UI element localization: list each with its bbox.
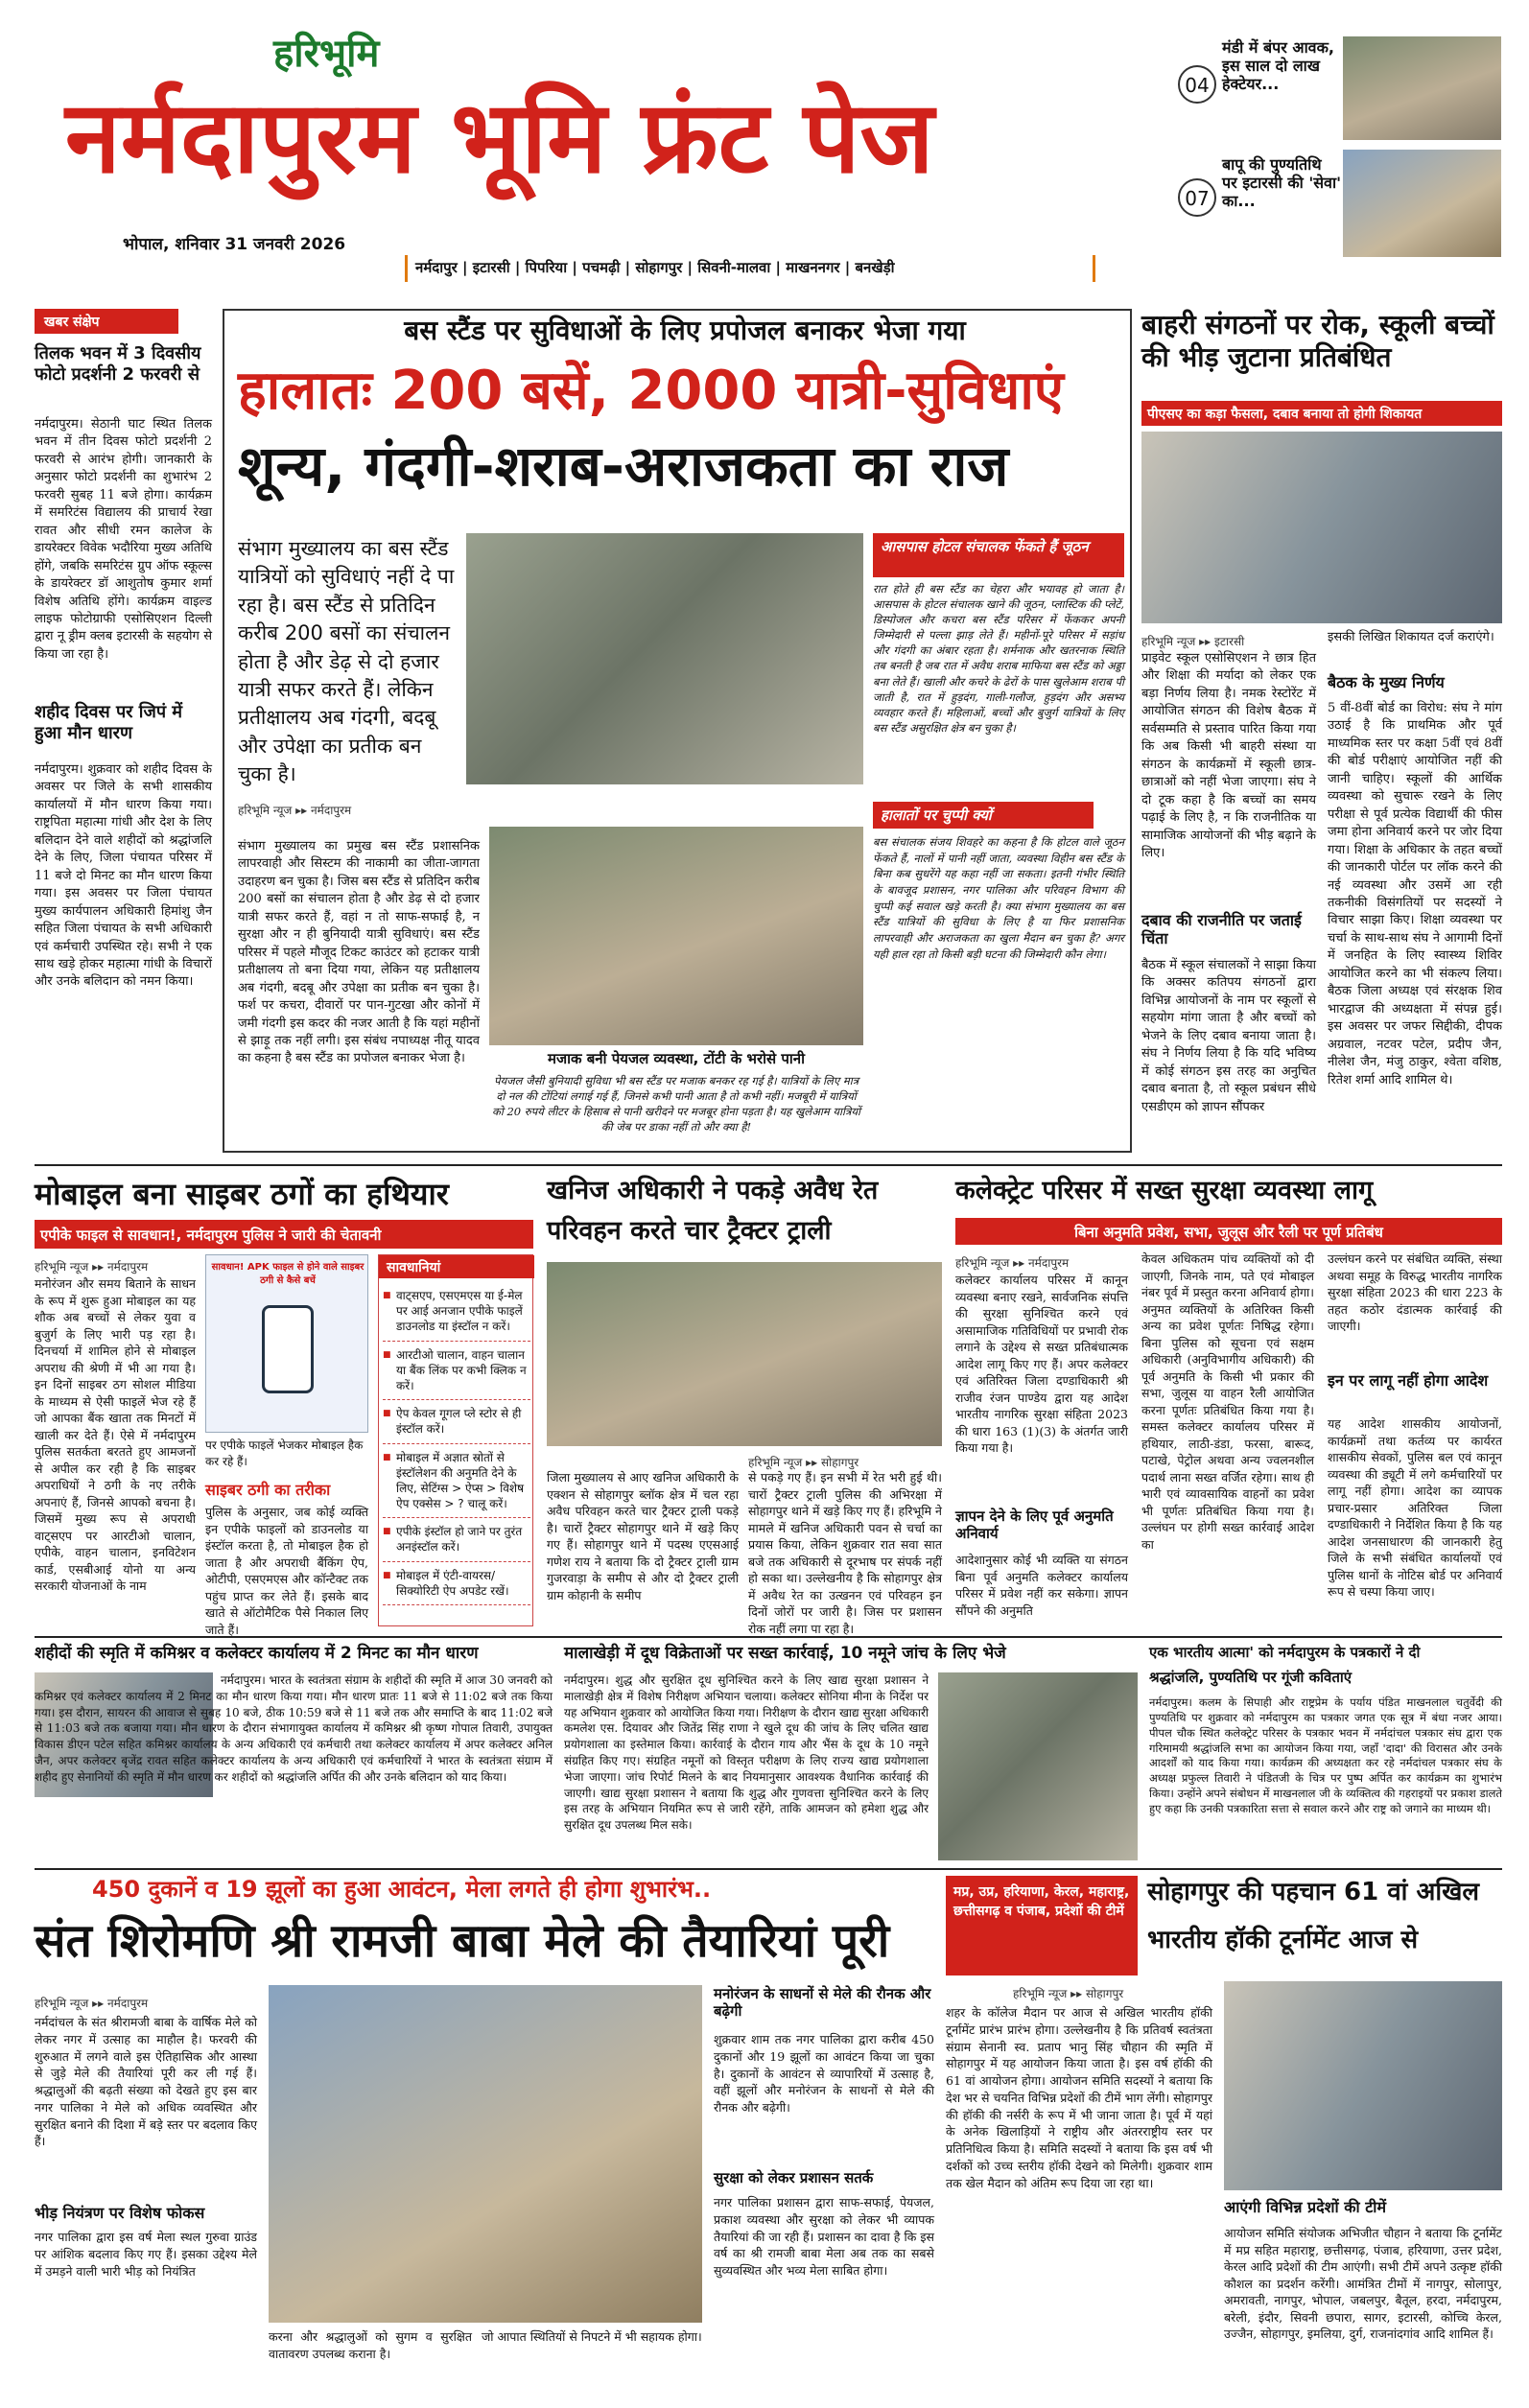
- teaser-text: बापू की पुण्यतिथि पर इटारसी की 'सेवा' का...: [1222, 155, 1341, 211]
- story-col2: आयोजन समिति संयोजक अभिजीत चौहान ने बताया कि टूर्नामेंट में मप्र सहित महाराष्ट्र, छत्तीसगढ़, पंजाब, हरियाणा, उत्तर प्रदेश, केरल आदि प्रदेशों की टीम आएंगी। सभी टीमें अपने उत्कृष्ट हॉकी कौशल का प्रदर्शन करेंगी। आमंत्रित टीमों में नागपुर, सोलापुर, अमरावती, नागपुर, भोपाल, जबलपुर, बैतूल, हरदा, नर्मदापुरम, बरेली, इंदौर, सिवनी छपारा, सागर, इटारसी, कोच्चि केरल, उज्जैन, सोहागपुर, इमलिया, दुर्ग, राजनांदगांव आदि शामिल हैं।: [1224, 2226, 1502, 2341]
- tip-item: ■ मोबाइल में अज्ञात स्रोतों से इंस्टॉलेशन की अनुमति देने के लिए, सेटिंग्स > ऐप्स > विशेष ऐप एक्सेस > ? चालू करें।: [383, 1444, 530, 1519]
- story-byline: हरिभूमि न्यूज ▸▸ नर्मदापुरम: [35, 1997, 149, 2010]
- story-col3: उल्लंघन करने पर संबंधित व्यक्ति, संस्था अथवा समूह के विरुद्ध भारतीय नागरिक सुरक्षा संहिता 2023 की धारा 223 के तहत कठोर दंडात्मक कार्रवाई की जाएगी।: [1328, 1251, 1502, 1333]
- story-byline: हरिभूमि न्यूज ▸▸ सोहागपुर: [748, 1456, 859, 1469]
- story-tag: मप्र, उप्र, हरियाणा, केरल, महाराष्ट्र, छत्तीसगढ़ व पंजाब, प्रदेशों की टीमें: [946, 1876, 1138, 1975]
- story-sub: बिना अनुमति प्रवेश, सभा, जुलूस और रैली पर पूर्ण प्रतिबंध: [955, 1218, 1502, 1245]
- story-subhead: इन पर लागू नहीं होगा आदेश: [1328, 1371, 1489, 1390]
- milk-photo: [938, 1672, 1138, 1860]
- story-col3b: यह आदेश शासकीय आयोजनों, कार्यक्रमों तथा कर्तव्य पर कार्यरत शासकीय सेवकों, पुलिस बल एवं कानून व्यवस्था की ड्यूटी में लगे कर्मचारियों पर लागू नहीं होगा। आदेश का व्यापक प्रचार-प्रसार अतिरिक्त जिला दण्डाधिकारी ने निर्देशित किया है कि यह आदेश जनसाधारण की जानकारी हेतु जिले के सभी संबंधित कार्यालयों एवं पुलिस थानों के नोटिस बोर्ड पर अनिवार्य रूप से चस्पा किया जाए।: [1328, 1416, 1502, 1599]
- right-top-story: [1141, 309, 1502, 1153]
- tips-title: सावधानियां: [379, 1255, 534, 1278]
- story-kicker: 450 दुकानें व 19 झूलों का हुआ आवंटन, मेला लगते ही होगा शुभारंभ..: [92, 1876, 712, 1903]
- story-headline: परिवहन करते चार ट्रैक्टर ट्राली: [547, 1216, 832, 1246]
- teaser-1-photo: [1343, 36, 1501, 140]
- meeting-photo: [1141, 432, 1502, 623]
- method-text: पुलिस के अनुसार, जब कोई व्यक्ति इन एपीके फाइलों को डाउनलोड या इंस्टॉल करता है, तो मोबाइल हैक हो जाता है और अपराधी बैंकिंग ऐप, ओटीपी, एसएमएस और कॉन्टैक्ट तक पहुंच प्राप्त कर लेते हैं। इसके बाद खाते से ऑटोमैटिक पैसे निकाल लिए जाते हैं।: [205, 1505, 368, 1637]
- water-tap-photo: [489, 827, 863, 1045]
- tractor-photo: [547, 1262, 942, 1446]
- photo-subcaption: पेयजल जैसी बुनियादी सुविधा भी बस स्टैंड पर मजाक बनकर रह गई है। यात्रियों के लिए मात्र दो नल की टोंटियां लगाई गई हैं, जिनसे कभी पानी आता है तो कभी नहीं। मजबूरी में यात्रियों को 20 रुपये लीटर के हिसाब से पानी खरीदने पर मजबूर होना पड़ता है। यह खुलेआम यात्रियों की जेब पर डाका नहीं तो और क्या है!: [491, 1074, 861, 1134]
- story-col1: जिला मुख्यालय से आए खनिज अधिकारी के एक्शन से सोहागपुर ब्लॉक क्षेत्र में चल रहा अवैध परिवहन करते चार ट्रैक्टर ट्राली पकड़े है। चारों ट्रैक्टर सोहागपुर थाने में खड़े किए गए हैं। सोहागपुर थाने में पदस्थ एएसआई गणेश राय ने बताया कि दो ट्रैक्टर ट्राली ग्राम गुजरवाड़ा के समीप से और दो ट्रैक्टर ट्राली ग्राम कोहानी के समीप: [547, 1470, 739, 1602]
- story-col2: से पकड़े गए हैं। इन सभी में रेत भरी हुई थी। चारों ट्रैक्टर ट्राली पुलिस की अभिरक्षा में सोहागपुर थाने में खड़े किए गए हैं। हरिभूमि ने मामले में खनिज अधिकारी पवन से चर्चा का प्रयास किया, लेकिन शुक्रवार रात सवा सात बजे तक अधिकारी से दूरभाष पर संपर्क नहीं हो सका था। उल्लेखनीय है कि सोहागपुर क्षेत्र में अवैध रेत का उत्खनन एवं परिवहन इन दिनों जोरों पर जारी है। जिस पर प्रशासन रोक नहीं लगा पा रहा है।: [748, 1470, 942, 1636]
- lead-body: संभाग मुख्यालय का प्रमुख बस स्टैंड प्रशासनिक लापरवाही और सिस्टम की नाकामी का जीता-जागता उदाहरण बन चुका है। जिस बस स्टैंड से प्रतिदिन करीब 200 बसों का संचालन होता है और डेढ़ से दो हजार यात्री सफर करते हैं, वहां न तो साफ-सफाई है, न सुरक्षा और न ही बुनियादी यात्री सुविधाएं। बस स्टैंड परिसर में पहले मौजूद टिकट काउंटर को हटाकर यात्री प्रतीक्षालय तो बना दिया गया, लेकिन यह प्रतीक्षालय अब गंदगी, बदबू और उपेक्षा का प्रतीक बन चुका है। फर्श पर कचरा, दीवारों पर पान-गुटखा और कोनों में जमी गंदगी इस कदर की नजर आती है कि यहां महीनों से झाड़ू तक नहीं लगी। इस संबंध नपाध्यक्ष नीतू यादव का कहना है बस स्टैंड का प्रपोजल बनाकर भेजा है।: [238, 839, 480, 1066]
- teaser-2-photo: [1343, 150, 1501, 257]
- story-col2: केवल अधिकतम पांच व्यक्तियों को दी जाएगी, जिनके नाम, पते एवं मोबाइल नंबर पूर्व में प्रस्तुत करना अनिवार्य होगा। अनुमत व्यक्तियों के अतिरिक्त किसी अन्य का प्रवेश पूर्णतः निषिद्ध रहेगा। बिना पुलिस को सूचना एवं सक्षम अधिकारी (अनुविभागीय अधिकारी) की पूर्व अनुमति के किसी भी प्रकार की सभा, जुलूस या वाहन रैली आयोजित करना पूर्णतः प्रतिबंधित किया गया है। समस्त कलेक्टर कार्यालय परिसर में हथियार, लाठी-डंडा, फरसा, बारूद, पटाखे, पेट्रोल अथवा अन्य ज्वलनशील पदार्थ लाना सख्त वर्जित रहेगा। साथ ही भारी एवं व्यावसायिक वाहनों का प्रवेश भी पूर्णतः प्रतिबंधित किया गया है। उल्लंघन पर होगी सख्त कार्रवाई आदेश का: [1141, 1251, 1314, 1552]
- story-body: नर्मदापुरम। शुद्ध और सुरक्षित दूध सुनिश्चित करने के लिए खाद्य सुरक्षा प्रशासन ने मालाखेड़ी क्षेत्र में विशेष निरीक्षण अभियान चलाया। कलेक्टर सोनिया मीना के निर्देश पर यह अभियान शुक्रवार को आयोजित किया गया। निरीक्षण के दौरान खाद्य सुरक्षा अधिकारी कमलेश एस. दियावर और जितेंद्र सिंह राणा ने खुले दूध की जांच के लिए चलित खाद्य प्रयोगशाला का इस्तेमाल किया। कार्रवाई के दौरान गाय और भैंस के दूध के 10 नमूने संग्रहित किए गए। संग्रहित नमूनों को विस्तृत परीक्षण के लिए राज्य खाद्य प्रयोगशाला भेजा जाएगा। जांच रिपोर्ट मिलने के बाद नियमानुसार आवश्यक वैधानिक कार्रवाई की जाएगी। खाद्य सुरक्षा प्रशासन ने बताया कि शुद्ध और गुणवत्ता सुनिश्चित करने के लिए इस तरह के अभियान नियमित रूप से जारी रहेंगे, ताकि आमजन को हमेशा शुद्ध और सुरक्षित दूध उपलब्ध मिल सके।: [564, 1673, 929, 1833]
- photo-caption: आएंगी विभिन्न प्रदेशों की टीमें: [1224, 2198, 1387, 2216]
- apk-caption: पर एपीके फाइलें भेजकर मोबाइल हैक कर रहे हैं।: [205, 1438, 364, 1468]
- security-story: [955, 1176, 1502, 1626]
- story-byline: हरिभूमि न्यूज ▸▸ नर्मदापुरम: [35, 1260, 149, 1274]
- story-subhead: बैठक के मुख्य निर्णय: [1328, 673, 1445, 691]
- story-headline: एक भारतीय आत्मा' को नर्मदापुरम के पत्रकारों ने दी: [1149, 1644, 1421, 1661]
- brief-1-title: तिलक भवन में 3 दिवसीय फोटो प्रदर्शनी 2 फरवरी से: [35, 343, 201, 385]
- silence-story: [35, 1644, 553, 1860]
- story-body: नर्मदापुरम। कलम के सिपाही और राष्ट्रप्रेम के पर्याय पंडित माखनलाल चतुर्वेदी की पुण्यतिथि पर शुक्रवार को नर्मदापुरम का पत्रकार जगत एक सूत्र में बंधा नजर आया। पीपल चौक स्थित कलेक्ट्रेट परिसर के पत्रकार भवन में नर्मदांचल पत्रकार संघ द्वारा एक गरिमामयी श्रद्धांजलि सभा का आयोजन किया गया, जहाँ 'दादा' की विरासत और उनके आदर्शों को याद किया गया। कार्यक्रम की अध्यक्षता कर रहे नर्मदांचल पत्रकार संघ के अध्यक्ष प्रफुल्ल तिवारी ने पंडितजी के चित्र पर पुष्प अर्पित कर कार्यक्रम का शुभारंभ किया। उन्होंने अपने संबोधन में माखनलाल जी के व्यक्तित्व की गहराइयों पर प्रकाश डालते हुए कहा कि उनकी पत्रकारिता सत्ता से सवाल करने और राष्ट्र को जगाने का माध्यम थी।: [1149, 1695, 1502, 1816]
- tip-item: ■ एपीके इंस्टॉल हो जाने पर तुरंत अनइंस्टॉल करें।: [383, 1518, 530, 1561]
- story-byline: हरिभूमि न्यूज ▸▸ सोहागपुर: [1013, 1987, 1124, 2000]
- apk-warning-graphic: [205, 1254, 368, 1433]
- teaser-1[interactable]: [1178, 33, 1341, 132]
- story-col2: शुक्रवार शाम तक नगर पालिका द्वारा करीब 450 दुकानों और 19 झूलों का आवंटन किया जा चुका है। दुकानों के आवंटन से व्यापारियों में उत्साह है, वहीं झूलों और मनोरंजन के साधनों से मेले की रौनक और बढ़ेगी।: [714, 2032, 934, 2115]
- tip-item: ■ मोबाइल में एंटी-वायरस/सिक्योरिटी ऐप अपडेट रखें।: [383, 1562, 530, 1605]
- story-headline: श्रद्धांजलि, पुण्यतिथि पर गूंजी कविताएं: [1149, 1669, 1353, 1686]
- story-sub: पीएसए का कड़ा फैसला, दबाव बनाया तो होगी शिकायत: [1141, 401, 1502, 426]
- story-headline: संत शिरोमणि श्री रामजी बाबा मेले की तैयारियां पूरी: [35, 1914, 890, 1968]
- box-title: हालातों पर चुप्पी क्यों: [873, 802, 1094, 829]
- divider: [35, 1636, 1502, 1638]
- city-nav[interactable]: नर्मदापुर | इटारसी | पिपरिया | पचमढ़ी | सोहागपुर | सिवनी-मालवा | माखननगर | बनखेड़ी: [405, 255, 1095, 282]
- story-headline: बाहरी संगठनों पर रोक, स्कूली बच्चों की भीड़ जुटाना प्रतिबंधित: [1141, 309, 1494, 373]
- story-col1: प्राइवेट स्कूल एसोसिएशन ने छात्र हित और शिक्षा की मर्यादा को लेकर एक बड़ा निर्णय लिया है। नमक रेस्टोरेंट में आयोजित संगठन की विशेष बैठक में सर्वसम्मति से प्रस्ताव पारित किया गया कि अब किसी भी बाहरी संस्था या संगठन के कार्यक्रमों में स्कूली छात्र-छात्राओं को नहीं भेजा जाएगा। संघ ने दो टूक कहा है कि बच्चों का समय पढ़ाई के लिए है, न कि राजनीतिक या सामाजिक आयोजनों की भीड़ बढ़ाने के लिए।: [1141, 651, 1316, 860]
- page-title: नर्मदापुरम भूमि फ्रंट पेज: [65, 79, 934, 196]
- story-col1: कलेक्टर कार्यालय परिसर में कानून व्यवस्था बनाए रखने, सार्वजनिक संपत्ति की सुरक्षा सुनिश्चित करने एवं असामाजिक गतिविधियों पर प्रभावी रोक लगाने के उद्देश्य से सख्त प्रतिबंधात्मक आदेश लागू किए गए हैं। अपर कलेक्टर एवं अतिरिक्त जिला दण्डाधिकारी श्री राजीव रंजन पाण्डेय द्वारा यह आदेश भारतीय नागरिक सुरक्षा संहिता 2023 की धारा 163 (1)(3) के अंतर्गत जारी किया गया है।: [955, 1273, 1128, 1455]
- brief-2-title: शहीद दिवस पर जिपं में हुआ मौन धारण: [35, 702, 212, 756]
- story-subhead: दबाव की राजनीति पर जताई चिंता: [1141, 911, 1302, 948]
- lead-byline: हरिभूमि न्यूज ▸▸ नर्मदापुरम: [238, 804, 352, 817]
- story-headline: कलेक्ट्रेट परिसर में सख्त सुरक्षा व्यवस्था लागू: [955, 1176, 1374, 1205]
- teaser-2[interactable]: [1178, 150, 1341, 255]
- story-body: मनोरंजन और समय बिताने के साधन के रूप में शुरू हुआ मोबाइल का यह शौक अब बच्चों से लेकर युवा व बुजुर्ग के लिए भारी पड़ रहा है। दिनचर्या में शामिल होने से मोबाइल अपराध की श्रेणी में भी आ गया है। इन दिनों साइबर ठग सोशल मीडिया के माध्यम से ऐसी फाइलें भेज रहे हैं जो आपका बैंक खाता तक मिनटों में खाली कर देते हैं। ऐसे में नर्मदापुरम पुलिस सतर्कता बरतते हुए आमजनों से अपील कर रही है कि साइबर अपराधियों ने ठगी के नए तरीके अपनाएं हैं, जिनसे आपको बचना है। जिसमें मुख्य रूप से अपराधी वाट्सएप पर आरटीओ चालान, एपीके, वाहन चालान, इनविटेशन कार्ड, एसबीआई योनो या अन्य सरकारी योजनाओं के नाम: [35, 1276, 196, 1593]
- lead-headline-1: हालातः 200 बसें, 2000 यात्री-सुविधाएं: [238, 360, 1064, 422]
- lead-story: [223, 309, 1132, 1153]
- story-col1b: नगर पालिका द्वारा इस वर्ष मेला स्थल गुरुवा ग्राउंड पर आंशिक बदलाव किए गए हैं। इसका उद्देश्य मेले में उमड़ने वाली भारी भीड़ को नियंत्रित: [35, 2230, 257, 2279]
- lead-intro: संभाग मुख्यालय का बस स्टैंड यात्रियों को सुविधाएं नहीं दे पा रहा है। बस स्टैंड से प्रतिदिन करीब 200 बसों का संचालन होता है और डेढ़ से दो हजार यात्री सफर करते हैं। लेकिन प्रतीक्षालय अब गंदगी, बदबू और उपेक्षा का प्रतीक बन चुका है।: [238, 537, 455, 786]
- story-headline: भारतीय हॉकी टूर्नामेंट आज से: [1147, 1926, 1419, 1954]
- brief-2-body: नर्मदापुरम। शुक्रवार को शहीद दिवस के अवसर पर जिले के सभी शासकीय कार्यालयों में मौन धारण किया गया। राष्ट्रपिता महात्मा गांधी और देश के लिए बलिदान देने वाले शहीदों को श्रद्धांजलि देने के लिए, जिला पंचायत परिसर में 11 बजे दो मिनट का मौन धारण किया गया। इस अवसर पर जिला पंचायत मुख्य कार्यपालन अधिकारी हिमांशु जैन सहित जिला पंचायत के सभी अधिकारी एवं कर्मचारी उपस्थित रहे। सभी ने एक साथ खड़े होकर महात्मा गांधी के विचारों और उनके बलिदान को नमन किया।: [35, 762, 212, 990]
- divider: [35, 1164, 1502, 1166]
- story-subhead: ज्ञापन देने के लिए पूर्व अनुमति अनिवार्य: [955, 1508, 1114, 1542]
- divider: [35, 1868, 1502, 1870]
- story-byline: हरिभूमि न्यूज ▸▸ इटारसी: [1141, 635, 1245, 648]
- sidebar-box-hotel: [873, 533, 1124, 794]
- story-headline: मोबाइल बना साइबर ठगों का हथियार: [35, 1176, 449, 1212]
- tip-item: ■ ऐप केवल गूगल प्ले स्टोर से ही इंस्टॉल करें।: [383, 1400, 530, 1443]
- issue-date: भोपाल, शनिवार 31 जनवरी 2026: [123, 235, 346, 254]
- photo-caption: करना और श्रद्धालुओं को सुगम व सुरक्षित वातावरण उपलब्ध कराना है।: [269, 2329, 472, 2361]
- tips-box: [378, 1254, 533, 1626]
- phone-icon: [262, 1305, 314, 1393]
- cyber-story: [35, 1176, 533, 1637]
- story-col2: इसकी लिखित शिकायत दर्ज कराएंगे।: [1328, 630, 1494, 644]
- hockey-story: [946, 1876, 1502, 2390]
- box-title: आसपास होटल संचालक फेंकते हैं जूठन: [873, 533, 1124, 577]
- lead-headline-2: शून्य, गंदगी-शराब-अराजकता का राज: [238, 433, 1009, 499]
- mining-story: [547, 1176, 942, 1636]
- photo-caption: मजाक बनी पेयजल व्यवस्था, टोंटी के भरोसे पानी: [548, 1050, 805, 1067]
- story-sub: एपीके फाइल से सावधान!, नर्मदापुरम पुलिस ने जारी की चेतावनी: [35, 1220, 533, 1249]
- story-headline: सोहागपुर की पहचान 61 वां अखिल: [1147, 1878, 1479, 1906]
- journalist-story: [1149, 1644, 1502, 1860]
- bus-stand-photo: [466, 533, 863, 784]
- box-body: रात होते ही बस स्टैंड का चेहरा और भयावह हो जाता है। आसपास के होटल संचालक खाने की जूठन, प्लास्टिक की प्लेटें, डिस्पोजल और कचरा बस स्टैंड परिसर में फेंककर अपनी जिम्मेदारी से पल्ला झाड़ लेते हैं। महीनों-पूरे परिसर में सड़ांध और गंदगी का अंबार रहता है। शर्मनाक और खतरनाक स्थिति तब बनती है जब रात में अवैध शराब माफिया बस स्टैंड को अड्डा बना लेते हैं। खाली और कचरे के ढेरों के पास खुलेआम शराब पी जाती है, रात में हुड़दंग, गाली-गलौज, हुड़दंग और असभ्य व्यवहार करते हैं। महिलाओं, बच्चों और बुजुर्ग यात्रियों के लिए बस स्टैंड असुरक्षित क्षेत्र बन चुका है।: [873, 582, 1124, 735]
- news-brief-column: [35, 309, 212, 1153]
- tip-item: ■ वाट्सएप, एसएमएस या ई-मेल पर आई अनजान एपीके फाइलें डाउनलोड या इंस्टॉल न करें।: [383, 1282, 530, 1342]
- story-headline: मालाखेड़ी में दूध विक्रेताओं पर सख्त कार्रवाई, 10 नमूने जांच के लिए भेजे: [564, 1644, 1006, 1663]
- lead-kicker: बस स्टैंड पर सुविधाओं के लिए प्रपोजल बनाकर भेजा गया: [404, 315, 966, 346]
- story-col1b: आदेशानुसार कोई भी व्यक्ति या संगठन बिना पूर्व अनुमति कलेक्टर कार्यालय परिसर में प्रवेश नहीं कर सकेगा। ज्ञापन सौंपने की अनुमति: [955, 1553, 1128, 1618]
- story-col2b: नगर पालिका प्रशासन द्वारा साफ-सफाई, पेयजल, प्रकाश व्यवस्था और सुरक्षा को लेकर भी व्यापक तैयारियां की जा रही हैं। प्रशासन का दावा है कि इस वर्ष का श्री रामजी बाबा मेला अब तक का सबसे सुव्यवस्थित और भव्य मेला साबित होगा।: [714, 2195, 934, 2278]
- fair-story: [35, 1876, 934, 2390]
- story-headline: खनिज अधिकारी ने पकड़े अवैध रेत: [547, 1176, 879, 1205]
- story-col1b: बैठक में स्कूल संचालकों ने साझा किया कि अक्सर कतिपय संगठनों द्वारा विभिन्न आयोजनों के नाम पर स्कूलों से सहयोग मांगा जाता है और बच्चों को भेजने के लिए दबाव बनाया जाता है। संघ ने निर्णय लिया है कि यदि भविष्य में कोई संगठन इस तरह का अनुचित दबाव बनाता है, तो स्कूल प्रबंधन सीधे एसडीएम को ज्ञापन सौंपकर: [1141, 958, 1316, 1114]
- photo-caption-2: जो आपात स्थितियों से निपटने में भी सहायक होगा।: [482, 2329, 702, 2344]
- story-col1: नर्मदांचल के संत श्रीरामजी बाबा के वार्षिक मेले को लेकर नगर में उत्साह का माहौल है। फरवरी की शुरुआत में लगने वाले इस ऐतिहासिक और आस्था से जुड़े मेले की तैयारियां पूरी कर ली गई हैं। श्रद्धालुओं की बढ़ती संख्या को देखते हुए इस बार नगर पालिका ने मेले को अधिक व्यवस्थित और सुरक्षित बनाने की दिशा में बड़े स्तर पर बदलाव किए हैं।: [35, 2015, 257, 2149]
- hockey-ground-photo: [1224, 1981, 1502, 2190]
- sidebar-box-silence: [873, 802, 1124, 1137]
- tip-item: ■ आरटीओ चालान, वाहन चालान या बैंक लिंक पर कभी क्लिक न करें।: [383, 1342, 530, 1401]
- story-subhead: भीड़ नियंत्रण पर विशेष फोकस: [35, 2204, 205, 2222]
- teaser-page-badge: 07: [1178, 178, 1216, 217]
- apk-warning-label: सावधान! APK फाइल से होने वाले साइबर ठगी से कैसे बचें: [211, 1262, 365, 1286]
- fair-ride-photo: [269, 1985, 702, 2323]
- teaser-text: मंडी में बंपर आवक, इस साल दो लाख हेक्टेयर...: [1222, 38, 1334, 94]
- story-headline: शहीदों की स्मृति में कमिश्नर व कलेक्टर कार्यालय में 2 मिनट का मौन धारण: [35, 1644, 479, 1663]
- story-subhead: सुरक्षा को लेकर प्रशासन सतर्क: [714, 2169, 874, 2186]
- brief-label: खबर संक्षेप: [35, 309, 178, 334]
- story-byline: हरिभूमि न्यूज ▸▸ नर्मदापुरम: [955, 1256, 1070, 1270]
- tips-list: [383, 1282, 530, 1624]
- story-col2b: 5 वीं-8वीं बोर्ड का विरोध: संघ ने मांग उठाई है कि प्राथमिक और पूर्व माध्यमिक स्तर पर कक्षा 5वीं एवं 8वीं की बोर्ड परीक्षाएं आयोजित नहीं की जानी चाहिए। स्कूलों की आर्थिक व्यवस्था को सुचारू रखने के लिए परीक्षा से पूर्व प्रत्येक विद्यार्थी की फीस जमा होना अनिवार्य करने पर जोर दिया गया। शिक्षा के अधिकार के तहत बच्चों की जानकारी पोर्टल पर लॉक करने की नई व्यवस्था और उसमें आ रही तकनीकी विसंगतियों पर सदस्यों ने विचार साझा किए। शिक्षा व्यवस्था पर चर्चा के साथ-साथ संघ ने आगामी दिनों में जनहित के लिए स्वास्थ्य शिविर आयोजित करने का भी संकल्प लिया। बैठक जिला अध्यक्ष एवं संरक्षक शिव भारद्वाज की अध्यक्षता में संपन्न हुई। इस अवसर पर जफर सिद्दीकी, दीपक अग्रवाल, नटवर पटेल, प्रदीप जैन, नीलेश जैन, मंजु ठाकुर, श्वेता वशिष्ठ, रितेश शर्मा आदि शामिल थे।: [1328, 701, 1502, 1087]
- masthead-logo[interactable]: हरिभूमि: [273, 32, 380, 76]
- box-body: बस संचालक संजय शिवहरे का कहना है कि होटल वाले जूठन फेंकते हैं, नालों में पानी नहीं जाता, व्यवस्था विहीन बस स्टैंड के बिना कब सुधरेंगे यह कहा नहीं जा सकता। इतनी गंभीर स्थिति के बावजूद प्रशासन, नगर पालिका और परिवहन विभाग की चुप्पी कई सवाल खड़े करती है। क्या संभाग मुख्यालय का बस स्टैंड यात्रियों की सुविधा के लिए है या फिर प्रशासनिक लापरवाही और अराजकता का खुला मैदान बन चुका है? अगर यही हाल रहा तो किसी बड़ी घटना की जिम्मेदारी कौन लेगा।: [873, 835, 1124, 961]
- story-subhead: मनोरंजन के साधनों से मेले की रौनक और बढ़ेगी: [714, 1985, 931, 2020]
- story-body: नर्मदापुरम। भारत के स्वतंत्रता संग्राम के शहीदों की स्मृति में आज 30 जनवरी को कमिश्नर एवं कलेक्टर कार्यालय में 2 मिनट का मौन धारण किया गया। मौन धारण प्रातः 11 बजे से 11:02 बजे तक किया गया। इस दौरान, सायरन की आवाज से सुबह 10 बजे, ठीक 10:59 बजे से 11 बजे तक और समाप्ति के बाद 11:02 बजे से 11:03 बजे तक बजाया गया। मौन धारण के दौरान संभागायुक्त कार्यालय में कमिश्नर श्री कृष्ण गोपाल तिवारी, उपायुक्त विकास डीएन पटेल सहित कमिश्नर कार्यालय के अन्य अधिकारी एवं कर्मचारी तथा कलेक्टर कार्यालय में अपर कलेक्टर अनिल जैन, अपर कलेक्टर बृजेंद्र रावत सहित कलेक्टर कार्यालय के अन्य अधिकारी एवं कर्मचारियों ने भारत के स्वतंत्रता संग्राम में शहीद हुए सेनानियों की स्मृति में मौन धारण कर शहीदों को श्रद्धांजलि अर्पित की और उनके बलिदान को याद किया।: [35, 1673, 553, 1784]
- milk-story: [564, 1644, 1138, 1860]
- brief-1-body: नर्मदापुरम। सेठानी घाट स्थित तिलक भवन में तीन दिवस फोटो प्रदर्शनी 2 फरवरी से आरंभ होगी। जानकारी के अनुसार फोटो प्रदर्शनी का शुभारंभ 2 फरवरी सुबह 11 बजे होगा। कार्यक्रम में समरिटंस विद्यालय की प्राचार्य रेखा रावत और सीधी रमन कालेज के डायरेक्टर विवेक भदौरिया मुख्य अतिथि होंगे, जबकि समरिटंस ग्रुप ऑफ स्कूल्स के डायरेक्टर डॉ आशुतोष कुमार शर्मा विशेष अतिथि होंगे। कार्यक्रम वाइल्ड लाइफ फोटोग्राफी एसोसिएशन दिल्ली द्वारा नू ड्रीम क्लब इटारसी के सहयोग से किया जा रहा है।: [35, 417, 212, 662]
- story-col1: शहर के कॉलेज मैदान पर आज से अखिल भारतीय हॉकी टूर्नामेंट प्रारंभ प्रारंभ होगा। उल्लेखनीय है कि प्रतिवर्ष स्वतंत्रता संग्राम सेनानी स्व. प्रताप भानु सिंह चौहान की स्मृति में सोहागपुर में यह आयोजन किया जाता है। इस वर्ष हॉकी की 61 वां आयोजन होगा। आयोजन समिति सदस्यों ने बताया कि देश भर से चयनित विभिन्न प्रदेशों की टीमें भाग लेंगी। सोहागपुर की हॉकी की नर्सरी के रूप में भी जाना जाता है। पूर्व में यहां के अनेक खिलाड़ियों ने राष्ट्रीय और अंतरराष्ट्रीय स्तर पर प्रतिनिधित्व किया है। समिति सदस्यों ने बताया कि इस वर्ष भी दर्शकों को उच्च स्तरीय हॉकी देखने को मिलेगी। शुक्रवार शाम तक खेल मैदान को अंतिम रूप दिया जा रहा था।: [946, 2005, 1212, 2190]
- story-subhead: साइबर ठगी का तरीका: [205, 1481, 331, 1499]
- teaser-page-badge: 04: [1178, 65, 1216, 104]
